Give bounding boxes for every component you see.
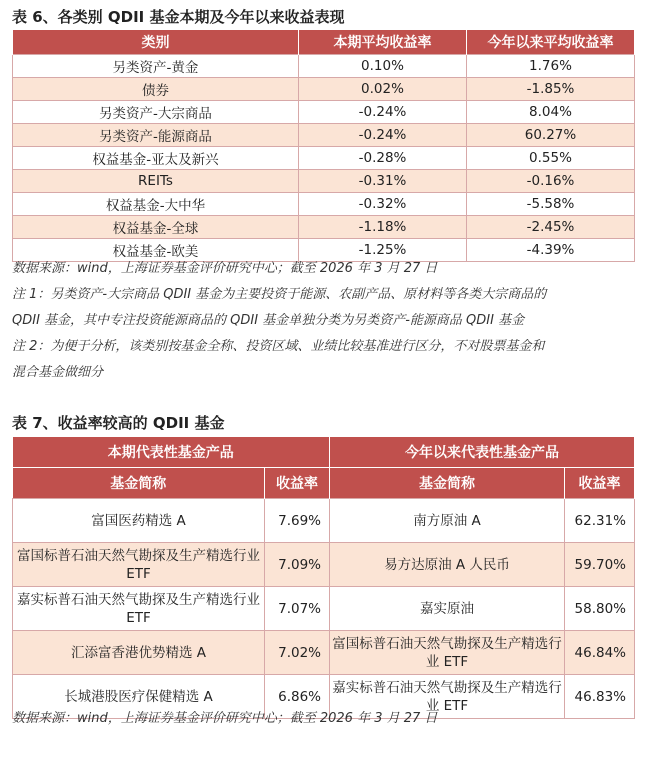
table-row <box>13 543 635 587</box>
right-fund-name-cell: 南方原油 A <box>330 499 565 543</box>
left-fund-name-cell: 嘉实标普石油天然气勘探及生产精选行业 ETF <box>13 587 265 631</box>
table-row <box>13 101 635 124</box>
table6-note1-line1: 注 1：另类资产-大宗商品 QDII 基金为主要投资于能源、农副产品、原材料等各类大宗商品的 <box>12 287 547 302</box>
category-cell: 权益基金-欧美 <box>13 239 299 262</box>
table7-header-right-name: 基金简称 <box>330 468 565 499</box>
right-return-cell: 46.83% <box>565 675 635 719</box>
table6-header-row <box>13 30 635 55</box>
table7 <box>12 437 635 719</box>
left-return-cell: 7.02% <box>265 631 330 675</box>
right-fund-name-cell: 富国标普石油天然气勘探及生产精选行业 ETF <box>330 631 565 675</box>
table6 <box>12 30 635 262</box>
category-cell: REITs <box>13 170 299 193</box>
table6-header-period-return: 本期平均收益率 <box>299 30 467 55</box>
table6-note2-line2: 混合基金做细分 <box>12 365 104 380</box>
ytd-return-cell: -0.16% <box>467 170 635 193</box>
left-fund-name-cell: 汇添富香港优势精选 A <box>13 631 265 675</box>
table6-header-category: 类别 <box>13 30 299 55</box>
table7-title: 表 7、收益率较高的 QDII 基金 <box>12 414 225 432</box>
table7-group-right: 今年以来代表性基金产品 <box>330 437 635 468</box>
left-fund-name-cell: 富国标普石油天然气勘探及生产精选行业 ETF <box>13 543 265 587</box>
left-return-cell: 7.69% <box>265 499 330 543</box>
table6-source: 数据来源：wind，上海证券基金评价研究中心；截至 2026 年 3 月 27 日 <box>12 261 438 276</box>
category-cell: 权益基金-全球 <box>13 216 299 239</box>
left-fund-name-cell: 长城港股医疗保健精选 A <box>13 675 265 719</box>
period-return-cell: -1.25% <box>299 239 467 262</box>
ytd-return-cell: 8.04% <box>467 101 635 124</box>
table-row <box>13 170 635 193</box>
period-return-cell: 0.10% <box>299 55 467 78</box>
ytd-return-cell: -2.45% <box>467 216 635 239</box>
period-return-cell: -0.24% <box>299 101 467 124</box>
ytd-return-cell: 1.76% <box>467 55 635 78</box>
ytd-return-cell: -4.39% <box>467 239 635 262</box>
period-return-cell: -0.31% <box>299 170 467 193</box>
right-fund-name-cell: 易方达原油 A 人民币 <box>330 543 565 587</box>
period-return-cell: -1.18% <box>299 216 467 239</box>
left-return-cell: 7.07% <box>265 587 330 631</box>
category-cell: 另类资产-黄金 <box>13 55 299 78</box>
category-cell: 另类资产-能源商品 <box>13 124 299 147</box>
period-return-cell: -0.24% <box>299 124 467 147</box>
table-row <box>13 78 635 101</box>
left-fund-name-cell: 富国医药精选 A <box>13 499 265 543</box>
table7-header-right-return: 收益率 <box>565 468 635 499</box>
left-return-cell: 7.09% <box>265 543 330 587</box>
table6-title: 表 6、各类别 QDII 基金本期及今年以来收益表现 <box>12 8 345 26</box>
period-return-cell: 0.02% <box>299 78 467 101</box>
ytd-return-cell: 60.27% <box>467 124 635 147</box>
ytd-return-cell: -1.85% <box>467 78 635 101</box>
ytd-return-cell: -5.58% <box>467 193 635 216</box>
period-return-cell: -0.28% <box>299 147 467 170</box>
table7-source: 数据来源：wind，上海证券基金评价研究中心；截至 2026 年 3 月 27 日 <box>12 711 438 726</box>
right-return-cell: 46.84% <box>565 631 635 675</box>
table6-note1-line2: QDII 基金，其中专注投资能源商品的 QDII 基金单独分类为另类资产-能源商品 QDII 基金 <box>12 313 525 328</box>
left-return-cell: 6.86% <box>265 675 330 719</box>
right-return-cell: 62.31% <box>565 499 635 543</box>
category-cell: 债券 <box>13 78 299 101</box>
category-cell: 权益基金-亚太及新兴 <box>13 147 299 170</box>
category-cell: 权益基金-大中华 <box>13 193 299 216</box>
right-fund-name-cell: 嘉实原油 <box>330 587 565 631</box>
right-return-cell: 59.70% <box>565 543 635 587</box>
right-fund-name-cell: 嘉实标普石油天然气勘探及生产精选行业 ETF <box>330 675 565 719</box>
table-row <box>13 499 635 543</box>
table-row <box>13 216 635 239</box>
right-return-cell: 58.80% <box>565 587 635 631</box>
table6-header-ytd-return: 今年以来平均收益率 <box>467 30 635 55</box>
ytd-return-cell: 0.55% <box>467 147 635 170</box>
table7-group-row <box>13 437 635 468</box>
table7-header-row <box>13 468 635 499</box>
period-return-cell: -0.32% <box>299 193 467 216</box>
table-row <box>13 193 635 216</box>
table-row <box>13 631 635 675</box>
table-row <box>13 55 635 78</box>
table-row <box>13 587 635 631</box>
table-row <box>13 124 635 147</box>
table6-note2-line1: 注 2：为便于分析，该类别按基金全称、投资区域、业绩比较基准进行区分，不对股票基金和 <box>12 339 545 354</box>
table-row <box>13 147 635 170</box>
table7-header-left-name: 基金简称 <box>13 468 265 499</box>
table7-group-left: 本期代表性基金产品 <box>13 437 330 468</box>
category-cell: 另类资产-大宗商品 <box>13 101 299 124</box>
table7-header-left-return: 收益率 <box>265 468 330 499</box>
